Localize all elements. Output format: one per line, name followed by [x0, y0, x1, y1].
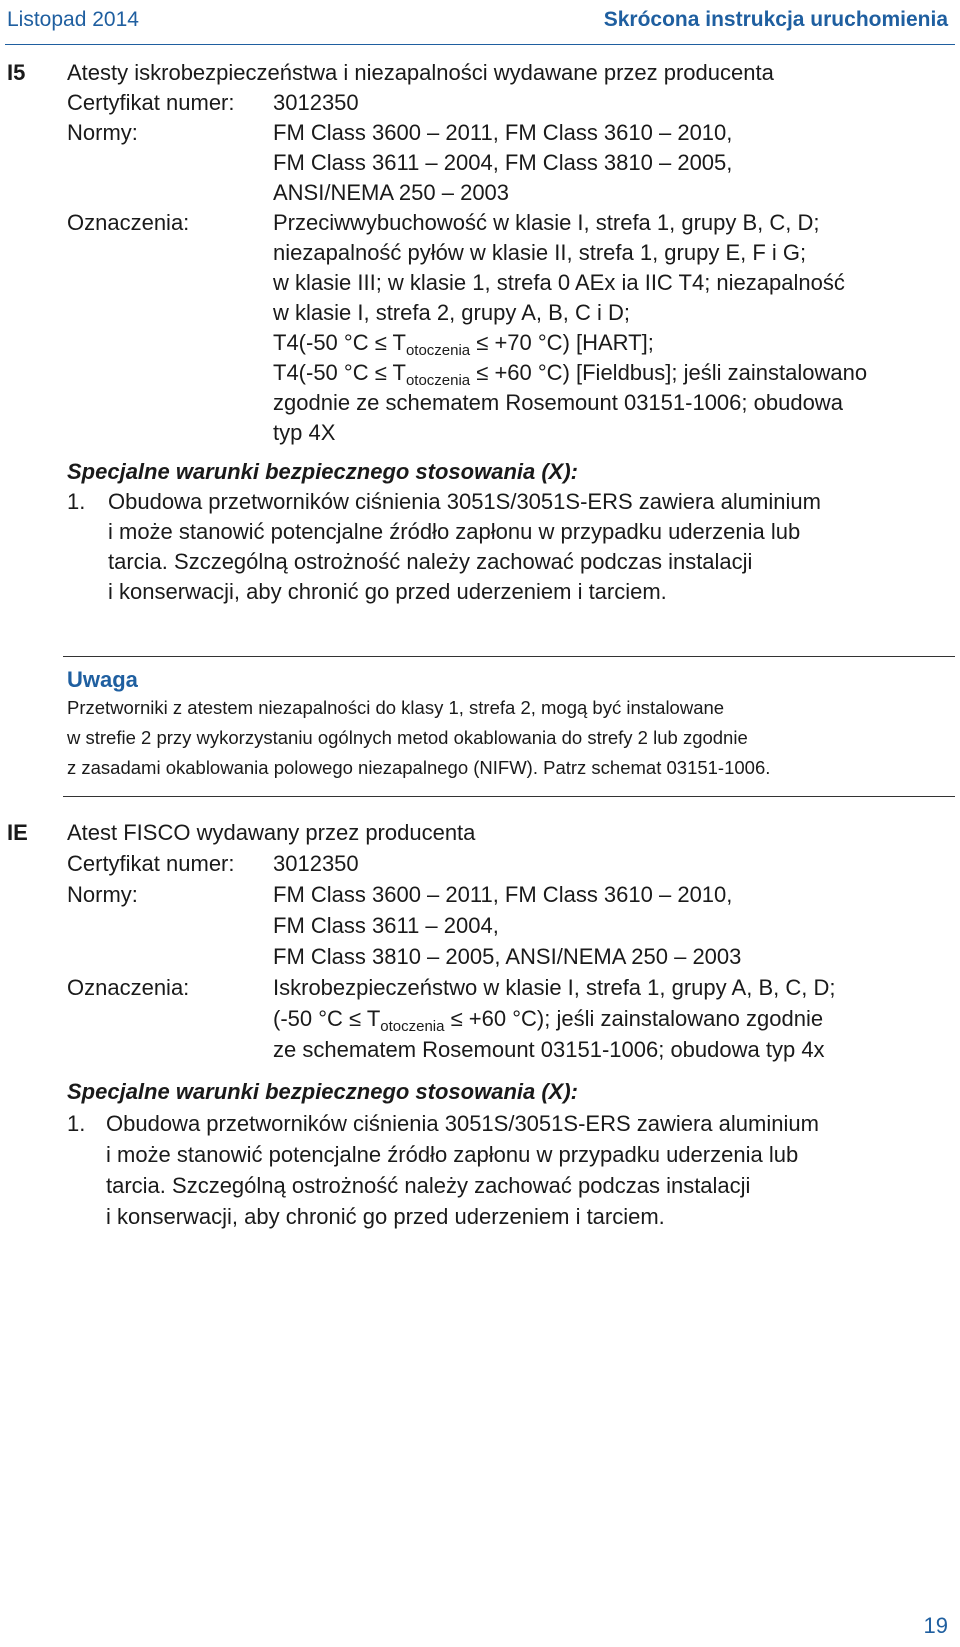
- temp-prefix: T4(-50 °C ≤ T: [273, 360, 406, 385]
- ie-condition-line: i może stanowić potencjalne źródło zapłonu w przypadku uderzenia lub: [106, 1142, 799, 1167]
- section-code-i5: I5: [7, 60, 26, 85]
- ie-title: Atest FISCO wydawany przez producenta: [67, 820, 476, 845]
- ie-markings-line: ze schematem Rosemount 03151-1006; obudowa typ 4x: [273, 1037, 825, 1062]
- i5-markings-line: niezapalność pyłów w klasie II, strefa 1, grupy E, F i G;: [273, 240, 807, 265]
- temp-suffix: ≤ +60 °C) [Fieldbus]; jeśli zainstalowano: [470, 360, 868, 385]
- i5-condition-line: tarcia. Szczególną ostrożność należy zachować podczas instalacji: [108, 549, 753, 574]
- ie-condition-number: 1.: [67, 1111, 86, 1136]
- i5-markings-line: zgodnie ze schematem Rosemount 03151-1006; obudowa: [273, 390, 843, 415]
- i5-title: Atesty iskrobezpieczeństwa i niezapalności wydawane przez producenta: [67, 60, 774, 85]
- header-title: Skrócona instrukcja uruchomienia: [603, 8, 948, 31]
- header-rule: [5, 44, 955, 45]
- ie-standards-line: FM Class 3600 – 2011, FM Class 3610 – 2010,: [273, 882, 733, 907]
- i5-markings-line: typ 4X: [273, 420, 336, 445]
- note-title: Uwaga: [67, 667, 138, 692]
- i5-certificate-value: 3012350: [273, 90, 359, 115]
- ie-markings-line: Iskrobezpieczeństwo w klasie I, strefa 1, grupy A, B, C, D;: [273, 975, 836, 1000]
- temp-suffix: ≤ +60 °C); jeśli zainstalowano zgodnie: [444, 1006, 824, 1031]
- i5-certificate-label: Certyfikat numer:: [67, 90, 235, 115]
- temp-suffix: ≤ +70 °C) [HART];: [470, 330, 654, 355]
- i5-condition-line: i konserwacji, aby chronić go przed uderzeniem i tarciem.: [108, 579, 667, 604]
- note-line: z zasadami okablowania polowego niezapalnego (NIFW). Patrz schemat 03151-1006.: [67, 757, 771, 778]
- ie-standards-line: FM Class 3611 – 2004,: [273, 913, 499, 938]
- header-date: Listopad 2014: [7, 8, 139, 31]
- note-line: Przetworniki z atestem niezapalności do klasy 1, strefa 2, mogą być instalowane: [67, 697, 725, 718]
- note-line: w strefie 2 przy wykorzystaniu ogólnych metod okablowania do strefy 2 lub zgodnie: [67, 727, 748, 748]
- i5-standards-line: ANSI/NEMA 250 – 2003: [273, 180, 510, 205]
- i5-standards-label: Normy:: [67, 120, 138, 145]
- page-number: 19: [923, 1613, 948, 1638]
- i5-markings-label: Oznaczenia:: [67, 210, 190, 235]
- ie-certificate-label: Certyfikat numer:: [67, 851, 235, 876]
- ie-condition-line: i konserwacji, aby chronić go przed uderzeniem i tarciem.: [106, 1204, 665, 1229]
- i5-special-conditions-heading: Specjalne warunki bezpiecznego stosowania (X):: [67, 459, 579, 484]
- i5-markings-line: Przeciwwybuchowość w klasie I, strefa 1, grupy B, C, D;: [273, 210, 820, 235]
- i5-markings-line: w klasie III; w klasie 1, strefa 0 AEx ia IIC T4; niezapalność: [273, 270, 845, 295]
- i5-temperature-fieldbus: [273, 358, 867, 391]
- i5-condition-number: 1.: [67, 489, 86, 514]
- temp-prefix: T4(-50 °C ≤ T: [273, 330, 406, 355]
- ie-special-conditions-heading: Specjalne warunki bezpiecznego stosowania (X):: [67, 1079, 579, 1104]
- temp-prefix: (-50 °C ≤ T: [273, 1006, 381, 1031]
- i5-condition-line: i może stanowić potencjalne źródło zapłonu w przypadku uderzenia lub: [108, 519, 801, 544]
- temp-subscript: otoczenia: [405, 372, 471, 389]
- i5-temperature-hart: [273, 328, 654, 361]
- ie-certificate-value: 3012350: [273, 851, 359, 876]
- i5-markings-line: w klasie I, strefa 2, grupy A, B, C i D;: [273, 300, 631, 325]
- ie-condition-line: tarcia. Szczególną ostrożność należy zachować podczas instalacji: [106, 1173, 751, 1198]
- note-bottom-rule: [63, 796, 955, 797]
- i5-standards-line: FM Class 3611 – 2004, FM Class 3810 – 2005,: [273, 150, 733, 175]
- section-code-ie: IE: [7, 820, 28, 845]
- i5-standards-line: FM Class 3600 – 2011, FM Class 3610 – 2010,: [273, 120, 733, 145]
- temp-subscript: otoczenia: [380, 1018, 445, 1035]
- note-top-rule: [63, 656, 955, 657]
- i5-condition-line: Obudowa przetworników ciśnienia 3051S/3051S-ERS zawiera aluminium: [108, 489, 821, 514]
- temp-subscript: otoczenia: [405, 342, 471, 359]
- ie-temperature: [273, 1004, 823, 1037]
- ie-condition-line: Obudowa przetworników ciśnienia 3051S/3051S-ERS zawiera aluminium: [106, 1111, 819, 1136]
- ie-standards-line: FM Class 3810 – 2005, ANSI/NEMA 250 – 2003: [273, 944, 742, 969]
- ie-standards-label: Normy:: [67, 882, 138, 907]
- ie-markings-label: Oznaczenia:: [67, 975, 190, 1000]
